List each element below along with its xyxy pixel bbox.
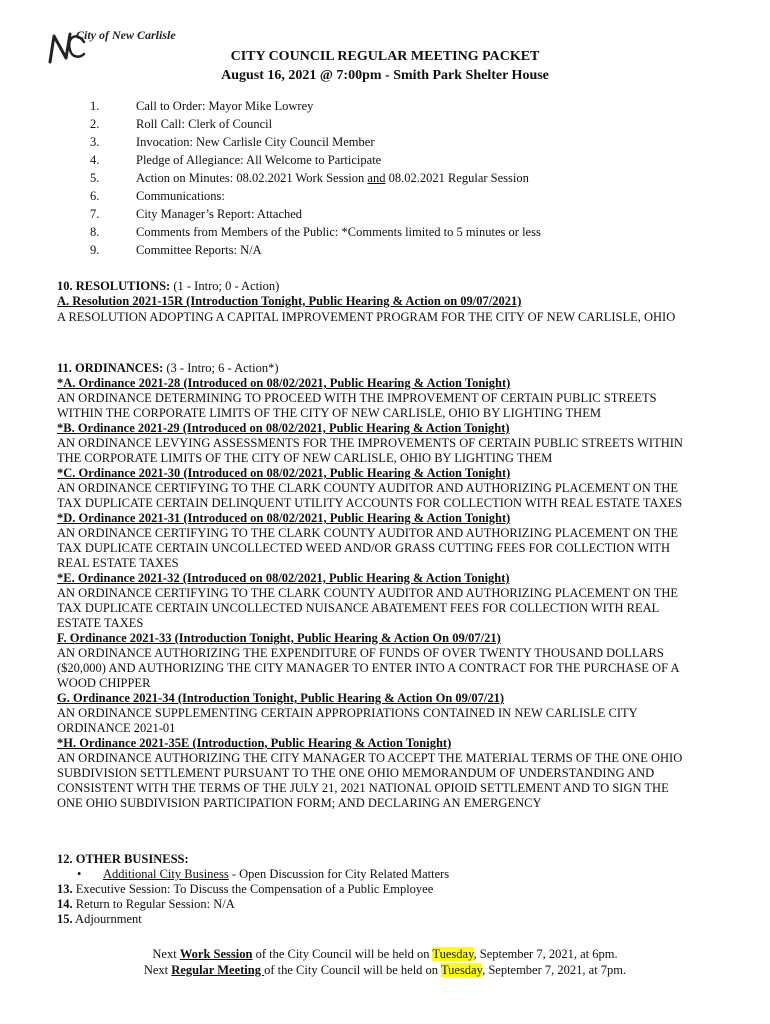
bullet-item: • Additional City Business - Open Discussion for City Related Matters: [77, 867, 450, 881]
ordinances-heading: 11. ORDINANCES: (3 - Intro; 6 - Action*): [57, 361, 279, 375]
agenda-list: [90, 99, 541, 261]
ordinance-heading: *D. Ordinance 2021-31 (Introduced on 08/02/2021, Public Hearing & Action Tonight): [57, 511, 511, 525]
next-work-session: Next Work Session of the City Council will be held on Tuesday, September 7, 2021, at 6pm.: [152, 947, 618, 961]
agenda-num: 9.: [90, 243, 100, 257]
agenda-item: [90, 207, 541, 225]
agenda-item: [90, 135, 541, 153]
agenda-item: [90, 171, 541, 189]
agenda-num: 5.: [90, 171, 100, 185]
ordinance-body: AN ORDINANCE DETERMINING TO PROCEED WITH THE IMPROVEMENT OF CERTAIN PUBLIC STREETS WITHIN THE CORPORATE LIMITS OF THE CITY OF NEW CARLISLE, OHIO BY LIGHTING THEM: [57, 391, 657, 420]
ordinance-body: AN ORDINANCE CERTIFYING TO THE CLARK COUNTY AUDITOR AND AUTHORIZING PLACEMENT ON THE TAX DUPLICATE CERTAIN UNCOLLECTED WEED AND/OR GRASS CUTTING FEES FOR COLLECTION WITH REAL ESTATE TAXES: [57, 526, 679, 570]
agenda-text: Committee Reports: N/A: [136, 243, 262, 257]
ordinances-section: [57, 361, 697, 811]
business-line: 14. Return to Regular Session: N/A: [57, 897, 235, 911]
agenda-num: 4.: [90, 153, 100, 167]
other-business-heading: 12. OTHER BUSINESS:: [57, 852, 189, 866]
agenda-text: Call to Order: Mayor Mike Lowrey: [136, 99, 314, 113]
agenda-item: [90, 243, 541, 261]
ordinance-body: AN ORDINANCE LEVYING ASSESSMENTS FOR THE IMPROVEMENTS OF CERTAIN PUBLIC STREETS WITHIN THE CORPORATE LIMITS OF THE CITY OF NEW CARLISLE, OHIO BY LIGHTING THEM: [57, 436, 683, 465]
agenda-text: Comments from Members of the Public: *Comments limited to 5 minutes or less: [136, 225, 541, 239]
agenda-num: 6.: [90, 189, 100, 203]
resolutions-heading: 10. RESOLUTIONS: (1 - Intro; 0 - Action): [57, 279, 280, 293]
agenda-item: [90, 117, 541, 135]
business-line: 15. Adjournment: [57, 912, 142, 926]
ordinance-heading: *H. Ordinance 2021-35E (Introduction, Public Hearing & Action Tonight): [57, 736, 452, 750]
ordinance-heading: *A. Ordinance 2021-28 (Introduced on 08/02/2021, Public Hearing & Action Tonight): [57, 376, 511, 390]
packet-title: CITY COUNCIL REGULAR MEETING PACKET: [230, 49, 540, 64]
next-regular-meeting: Next Regular Meeting of the City Council will be held on Tuesday, September 7, 2021, at 7pm.: [143, 963, 627, 977]
agenda-num: 3.: [90, 135, 100, 149]
agenda-text: Action on Minutes: 08.02.2021 Work Session and 08.02.2021 Regular Session: [136, 171, 529, 185]
agenda-num: 7.: [90, 207, 100, 221]
ordinance-heading: G. Ordinance 2021-34 (Introduction Tonight, Public Hearing & Action On 09/07/21): [57, 691, 505, 705]
agenda-text: Pledge of Allegiance: All Welcome to Participate: [136, 153, 382, 167]
agenda-item: [90, 189, 541, 207]
agenda-item: [90, 153, 541, 171]
ordinance-body: AN ORDINANCE AUTHORIZING THE CITY MANAGER TO ACCEPT THE MATERIAL TERMS OF THE ONE OHIO SUBDIVISION SETTLEMENT PURSUANT TO THE ONE OHIO MEMORANDUM OF UNDERSTANDING AND CONSISTENT WITH THE TERMS OF THE JULY 21, 2021 NATIONAL OPIOID SETTLEMENT AND TO SIGN THE ONE OHIO SUBDIVISION PARTICIPATION FORM; AND DECLARING AN EMERGENCY: [57, 751, 683, 810]
meeting-subtitle: August 16, 2021 @ 7:00pm - Smith Park Shelter House: [221, 68, 549, 83]
agenda-text: Roll Call: Clerk of Council: [136, 117, 273, 131]
resolutions-section: [57, 279, 697, 326]
agenda-num: 1.: [90, 99, 100, 113]
logo-text: City of New Carlisle: [76, 28, 176, 42]
ordinance-heading: *B. Ordinance 2021-29 (Introduced on 08/02/2021, Public Hearing & Action Tonight): [57, 421, 510, 435]
agenda-num: 8.: [90, 225, 100, 239]
ordinance-heading: F. Ordinance 2021-33 (Introduction Tonight, Public Hearing & Action On 09/07/21): [57, 631, 501, 645]
business-line: 13. Executive Session: To Discuss the Compensation of a Public Employee: [57, 882, 434, 896]
agenda-text: Invocation: New Carlisle City Council Member: [136, 135, 375, 149]
ordinance-body: AN ORDINANCE SUPPLEMENTING CERTAIN APPROPRIATIONS CONTAINED IN NEW CARLISLE CITY ORDINANCE 2021-01: [57, 706, 638, 735]
agenda-num: 2.: [90, 117, 100, 131]
other-business-section: [57, 852, 697, 927]
agenda-item: [90, 225, 541, 243]
bullet-icon: •: [77, 867, 82, 881]
resolution-heading: A. Resolution 2021-15R (Introduction Tonight, Public Hearing & Action on 09/07/2021): [57, 294, 522, 308]
agenda-text: City Manager’s Report: Attached: [136, 207, 303, 221]
ordinance-body: AN ORDINANCE CERTIFYING TO THE CLARK COUNTY AUDITOR AND AUTHORIZING PLACEMENT ON THE TAX DUPLICATE CERTAIN UNCOLLECTED NUISANCE ABATEMENT FEES FOR COLLECTION WITH REAL ESTATE TAXES: [57, 586, 679, 630]
ordinance-heading: *E. Ordinance 2021-32 (Introduced on 08/02/2021, Public Hearing & Action Tonight): [57, 571, 510, 585]
ordinance-heading: *C. Ordinance 2021-30 (Introduced on 08/02/2021, Public Hearing & Action Tonight): [57, 466, 511, 480]
ordinance-body: AN ORDINANCE AUTHORIZING THE EXPENDITURE OF FUNDS OF OVER TWENTY THOUSAND DOLLARS ($20,000) AND AUTHORIZING THE CITY MANAGER TO ENTER INTO A CONTRACT FOR THE PURCHASE OF A WOOD CHIPPER: [57, 646, 679, 690]
resolution-body: A RESOLUTION ADOPTING A CAPITAL IMPROVEMENT PROGRAM FOR THE CITY OF NEW CARLISLE, OHIO: [57, 310, 676, 324]
agenda-item: [90, 99, 541, 117]
agenda-text: Communications:: [136, 189, 225, 203]
additional-business-link[interactable]: Additional City Business: [103, 867, 229, 881]
ordinance-body: AN ORDINANCE CERTIFYING TO THE CLARK COUNTY AUDITOR AND AUTHORIZING PLACEMENT ON THE TAX DUPLICATE CERTAIN DELINQUENT UTILITY ACCOUNTS FOR COLLECTION WITH REAL ESTATE TAXES: [57, 481, 683, 510]
